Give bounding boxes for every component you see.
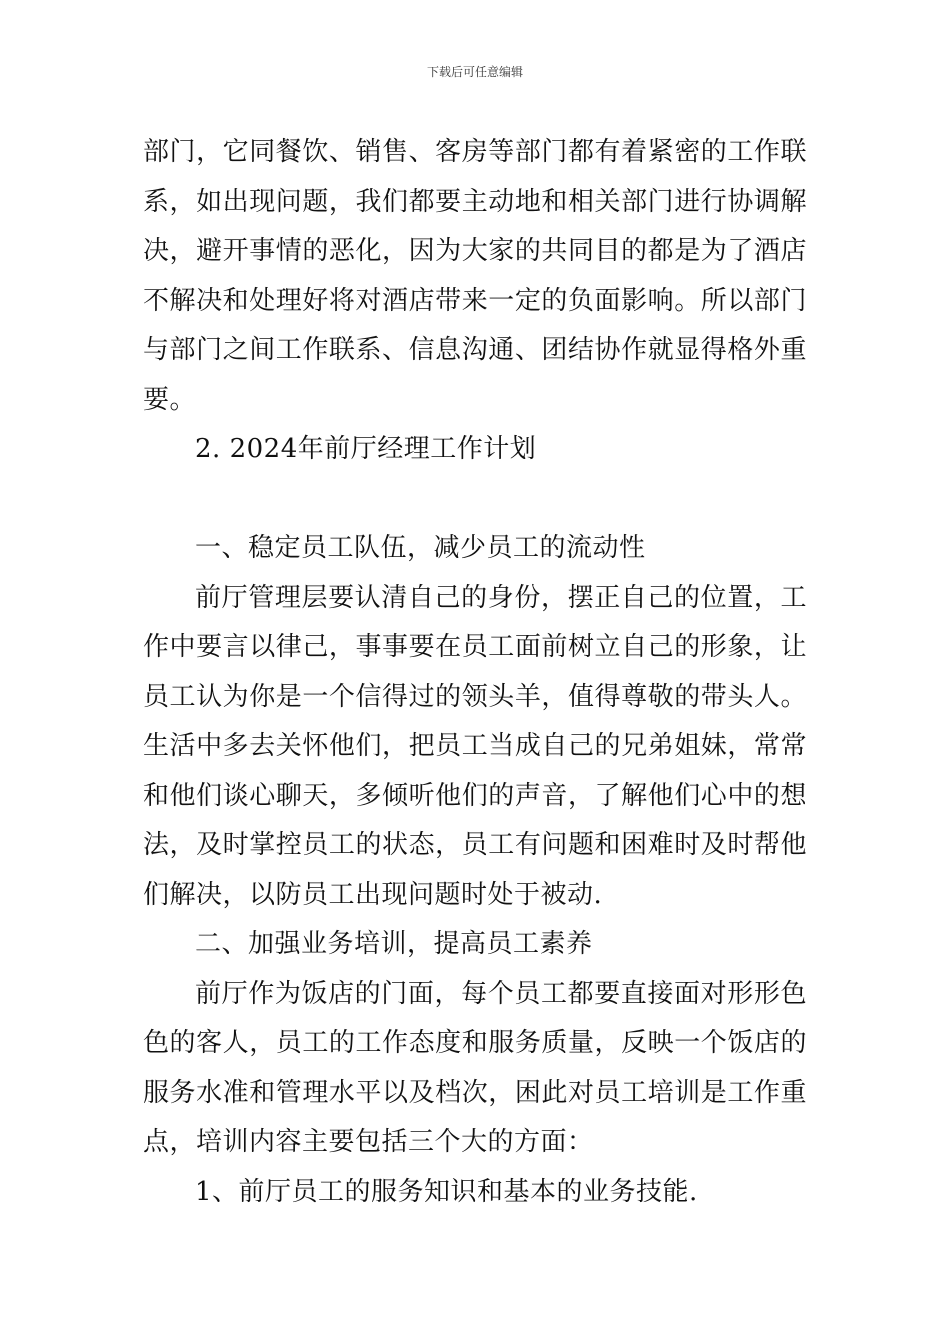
header-note: 下载后可任意编辑: [426, 65, 523, 79]
document-body: [143, 128, 807, 1217]
heading-training: 二、加强业务培训，提高员工素养: [195, 929, 593, 959]
heading-stabilize-staff: 一、稳定员工队伍，减少员工的流动性: [195, 533, 646, 563]
paragraph-training: 前厅作为饭店的门面，每个员工都要直接面对形形色色的客人，员工的工作态度和服务质量，反映一个饭店的服务水准和管理水平以及档次，困此对员工培训是工作重点，培训内容主要包括三个大的方面：: [143, 978, 807, 1157]
blank-line: [143, 475, 807, 525]
paragraph-management: 前厅管理层要认清自己的身份，摆正自己的位置，工作中要言以律己，事事要在员工面前树立自己的形象，让员工认为你是一个信得过的领头羊，值得尊敬的带头人。生活中多去关怀他们，把员工当成自己的兄弟姐妹，常常和他们谈心聊天，多倾听他们的声音，了解他们心中的想法，及时掌控员工的状态，员工有问题和困难时及时帮他们解决，以防员工出现问题时处于被动.: [143, 582, 807, 910]
paragraph-departments: 部门，它同餐饮、销售、客房等部门都有着紧密的工作联系，如出现问题，我们都要主动地和相关部门进行协调解决，避开事情的恶化，因为大家的共同目的都是为了酒店不解决和处理好将对酒店带来一定的负面影响。所以部门与部门之间工作联系、信息沟通、团结协作就显得格外重要。: [143, 137, 807, 415]
list-item-service-knowledge: 1、前厅员工的服务知识和基本的业务技能.: [195, 1176, 698, 1207]
section-title: 2. 2024年前厅经理工作计划: [195, 434, 537, 464]
